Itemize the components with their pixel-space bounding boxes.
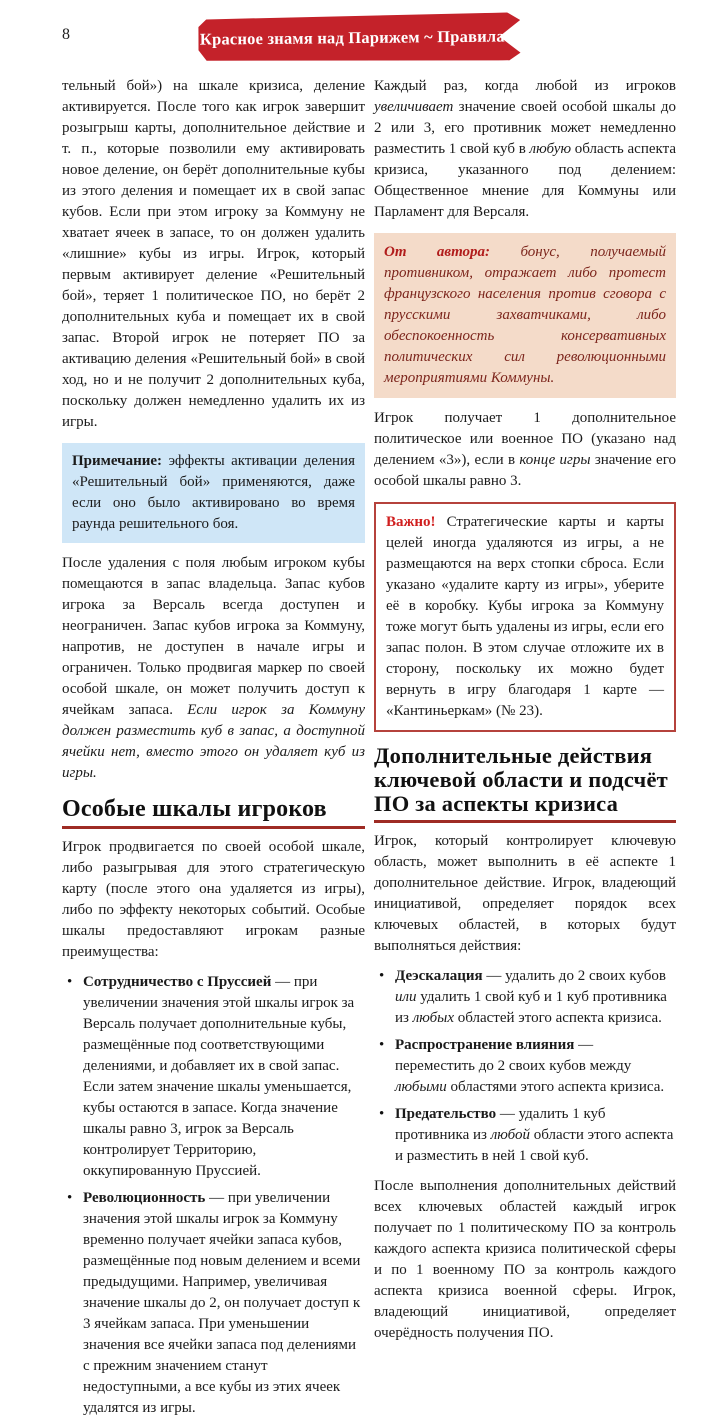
bullet-list (374, 966, 676, 1167)
right-column (374, 76, 676, 1428)
important-text: Важно! Стратегические карты и карты целей иногда удаляются из игры, а не размещаются на верх стопки сброса. Если указано «удалите карту из игры», уберите её в коробку. Кубы игрока за Коммуну тоже могут быть удалены из игры, если его запас полон. В этом случае отложите их в сторону, поскольку их можно будет вернуть в игру благодаря 1 карте — «Кантиньеркам» (№ 23). (386, 514, 664, 719)
bullet-text: Деэскалация — удалить до 2 своих кубов или удалить 1 свой куб и 1 куб противника из любых областей этого аспекта кризиса. (395, 968, 667, 1026)
section-heading: Особые шкалы игроков (62, 796, 327, 822)
bullet-text: Распространение влияния — переместить до 2 своих кубов между любыми областями этого аспекта кризиса. (395, 1037, 665, 1095)
section-heading: Дополнительные действия ключевой области и подсчёт ПО за аспекты кризиса (374, 743, 668, 816)
title-banner (198, 12, 520, 63)
paragraph: тельный бой») на шкале кризиса, деление активируется. После того как игрок завершит розыгрыш карты, дополнительное действие и т. п., которые позволили ему активировать новое деление, он берёт дополнительные кубы из этого деления и помещает их в свой запас кубов. Если при этом игроку за Коммуну не хватает ячеек в запасе, то он должен удалить «лишние» кубы из игры. Игрок, который первым активирует деление «Решительный бой», теряет 1 политическое ПО, но берёт 2 дополнительных куба и помещает их в свой запас. Второй игрок не потеряет ПО за активацию деления «Решительный бой» в свой ход, но и не получит 2 дополнительных куба, поскольку должен немедленно удалить их из игры. (62, 78, 365, 430)
important-box (374, 502, 676, 732)
page-header (62, 10, 676, 66)
page-number: 8 (62, 26, 70, 43)
section-key-area-actions (374, 744, 676, 823)
list-item (62, 972, 365, 1182)
bullet-icon: • (67, 1190, 73, 1206)
bullet-icon: • (379, 968, 385, 984)
bullet-text: Революционность — при увеличении значения этой шкалы игрок за Коммуну временно получает ячейки запаса кубов, размещённые под новым делением и всеми предыдущими. Например, увеличивая значение шкалы до 2, он получает доступ к 3 ячейкам запаса. При уменьшении значения все ячейки запаса под делениями с прежним значением станут недоступными, а все кубы из этих ячеек удалятся из игры. (83, 1190, 361, 1416)
left-column (62, 76, 365, 1428)
paragraph: Каждый раз, когда любой из игроков увеличивает значение своей особой шкалы до 2 или 3, его противник может немедленно разместить 1 свой куб в любую область аспекта кризиса, указанного под делением: Общественное мнение для Коммуны или Парламент для Версаля. (374, 78, 676, 220)
list-item (374, 1104, 676, 1167)
list-item (374, 1035, 676, 1098)
note-box (62, 443, 365, 543)
two-column-layout (62, 76, 676, 1428)
bullet-icon: • (67, 974, 73, 990)
list-item (374, 966, 676, 1029)
list-item (62, 1188, 365, 1419)
paragraph: После выполнения дополнительных действий всех ключевых областей каждый игрок получает по 1 политическому ПО за контроль каждого аспекта кризиса политической сферы и по 1 военному ПО за контроль каждого аспекта кризиса военной сферы. Игрок, владеющий инициативой, определяет очерёдность получения ПО. (374, 1178, 676, 1341)
bullet-text: Сотрудничество с Пруссией — при увеличении значения этой шкалы игрок за Версаль получает дополнительные кубы, размещённые под соответствующими делениями, и добавляет их в свой запас. Если затем значение шкалы уменьшается, кубы остаются в запасе. Когда значение шкалы равно 3, игрок за Версаль контролирует Территорию, оккупированную Пруссией. (83, 974, 355, 1179)
bullet-text: Предательство — удалить 1 куб противника из любой области этого аспекта и разместить в ней 1 свой куб. (395, 1106, 674, 1164)
paragraph: Игрок получает 1 дополнительное политическое или военное ПО (указано над делением «3»), если в конце игры значение его особой шкалы равно 3. (374, 410, 676, 489)
bullet-icon: • (379, 1037, 385, 1053)
author-note-box (374, 233, 676, 398)
bullet-icon: • (379, 1106, 385, 1122)
note-text: Примечание: эффекты активации деления «Решительный бой» применяются, даже если оно было активировано во время раунда решительного боя. (72, 453, 355, 532)
heading-rule (374, 820, 676, 823)
paragraph: Игрок продвигается по своей особой шкале, либо разыгрывая для этого стратегическую карту (после этого она удаляется из игры), либо по эффекту некоторых событий. Особые шкалы предоставляют игрокам разные преимущества: (62, 839, 365, 960)
section-special-tracks (62, 796, 365, 829)
banner-title: Красное знамя над Парижем ~ Правила (199, 26, 505, 49)
author-note-text: От автора: бонус, получаемый противником, отражает либо протест французского населения против сговора с прусскими захватчиками, либо обеспокоенность консервативных политических сил революционными мероприятиями Коммуны. (384, 244, 666, 386)
heading-rule (62, 826, 365, 829)
paragraph: После удаления с поля любым игроком кубы помещаются в запас владельца. Запас кубов игрока за Версаль всегда доступен и неограничен. Запас кубов игрока за Коммуну, напротив, не доступен в начале игры и ограничен. Только продвигая маркер по своей особой шкале, он может получить доступ к ячейкам запаса. Если игрок за Коммуну должен разместить куб в запас, а доступной ячейки нет, вместо этого он удаляет куб из игры. (62, 555, 365, 781)
paragraph: Игрок, который контролирует ключевую область, может выполнить в её аспекте 1 дополнительное действие. Игрок, владеющий инициативой, определяет порядок всех ключевых областей, в которых будут выполняться действия: (374, 833, 676, 954)
bullet-list (62, 972, 365, 1419)
